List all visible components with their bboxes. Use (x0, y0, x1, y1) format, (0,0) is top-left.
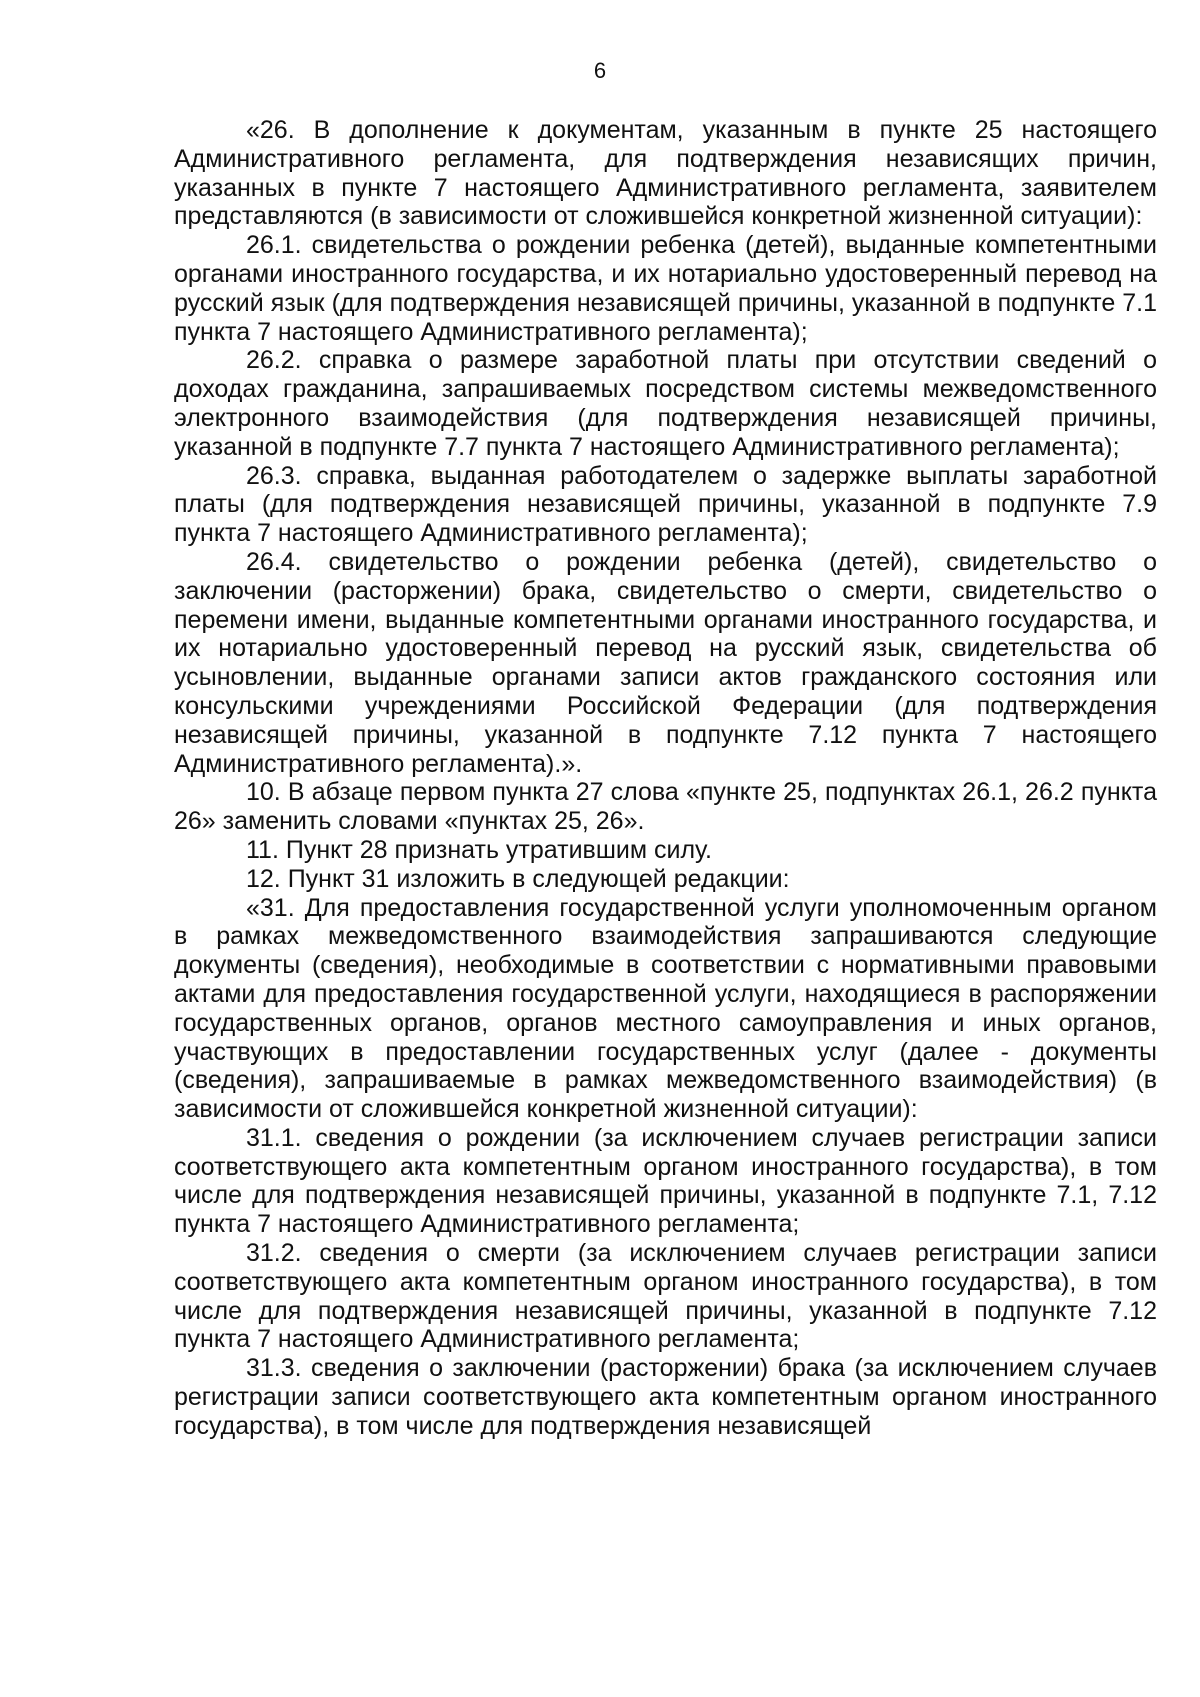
paragraph-31-intro: «31. Для предоставления государственной услуги уполномоченным органом в рамках межведомственного взаимодействия запрашиваются следующие документы (сведения), необходимые в соответствии с нормативными правовыми актами для предоставления государственной услуги, находящиеся в распоряжении государственных органов, органов местного самоуправления и иных органов, участвующих в предоставлении государственных услуг (далее - документы (сведения), запрашиваемые в рамках межведомственного взаимодействия) (в зависимости от сложившейся конкретной жизненной ситуации): (174, 893, 1157, 1124)
paragraph-item-10: 10. В абзаце первом пункта 27 слова «пункте 25, подпунктах 26.1, 26.2 пункта 26» заменить словами «пунктах 25, 26». (174, 778, 1157, 836)
document-body (174, 116, 1157, 1441)
paragraph-26-4: 26.4. свидетельство о рождении ребенка (детей), свидетельство о заключении (расторжении) брака, свидетельство о смерти, свидетельство о перемени имени, выданные компетентными органами иностранного государства, и их нотариально удостоверенный перевод на русский язык, свидетельства об усыновлении, выданные органами записи актов гражданского состояния или консульскими учреждениями Российской Федерации (для подтверждения независящей причины, указанной в подпункте 7.12 пункта 7 настоящего Административного регламента).». (174, 547, 1157, 778)
page-number: 6 (593, 58, 607, 83)
paragraph-26-1: 26.1. свидетельства о рождении ребенка (детей), выданные компетентными органами иностранного государства, и их нотариально удостоверенный перевод на русский язык (для подтверждения независящей причины, указанной в подпункте 7.1 пункта 7 настоящего Административного регламента); (174, 231, 1157, 346)
paragraph-31-2: 31.2. сведения о смерти (за исключением случаев регистрации записи соответствующего акта компетентным органом иностранного государства), в том числе для подтверждения независящей причины, указанной в подпункте 7.12 пункта 7 настоящего Административного регламента; (174, 1239, 1157, 1354)
paragraph-item-11: 11. Пункт 28 признать утратившим силу. (246, 835, 712, 864)
paragraph-26-2: 26.2. справка о размере заработной платы при отсутствии сведений о доходах гражданина, запрашиваемых посредством системы межведомственного электронного взаимодействия (для подтверждения независящей причины, указанной в подпункте 7.7 пункта 7 настоящего Административного регламента); (174, 346, 1157, 461)
paragraph-26-3: 26.3. справка, выданная работодателем о задержке выплаты заработной платы (для подтверждения независящей причины, указанной в подпункте 7.9 пункта 7 настоящего Административного регламента); (174, 461, 1157, 548)
paragraph-31-1: 31.1. сведения о рождении (за исключением случаев регистрации записи соответствующего акта компетентным органом иностранного государства), в том числе для подтверждения независящей причины, указанной в подпункте 7.1, 7.12 пункта 7 настоящего Административного регламента; (174, 1123, 1157, 1239)
paragraph-item-12: 12. Пункт 31 изложить в следующей редакции: (246, 864, 790, 893)
paragraph-26-intro: «26. В дополнение к документам, указанным в пункте 25 настоящего Административного регламента, для подтверждения независящих причин, указанных в пункте 7 настоящего Административного регламента, заявителем представляются (в зависимости от сложившейся конкретной жизненной ситуации): (174, 116, 1157, 231)
paragraph-31-3: 31.3. сведения о заключении (расторжении) брака (за исключением случаев регистрации записи соответствующего акта компетентным органом иностранного государства), в том числе для подтверждения независящей (174, 1354, 1157, 1440)
